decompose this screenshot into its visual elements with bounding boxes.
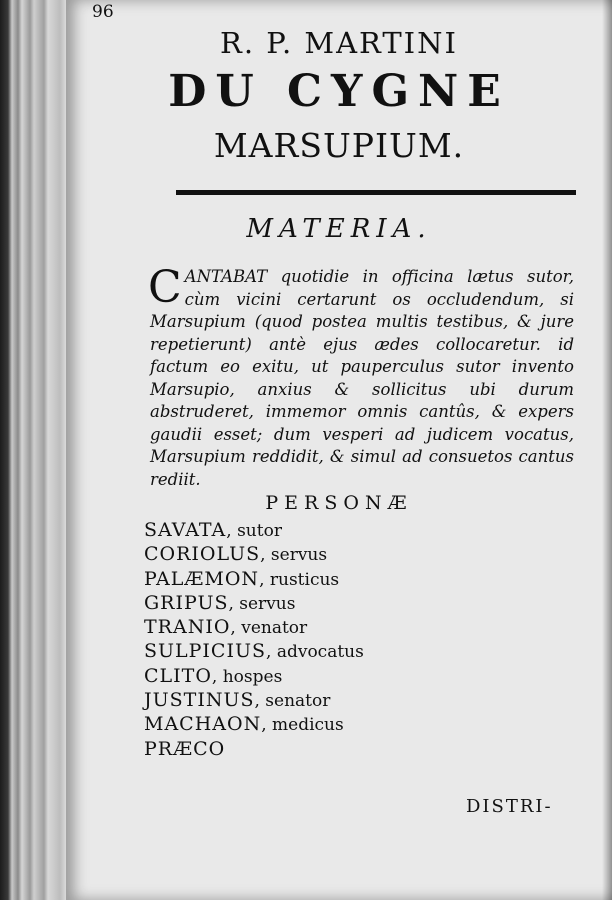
cast-name: TRANIO	[144, 616, 231, 639]
title-author: R. P. MARTINI	[220, 26, 458, 60]
catchword: DISTRI-	[466, 796, 553, 817]
cast-role: , servus	[228, 593, 296, 614]
argument-text: ANTABAT quotidie in officina lætus sutor, cùm vicini certarunt os occludendum, si Marsupium (quod postea multis testibus, & jure repetierunt) antè ejus ædes collocaretur. id factum eo exitu, ut pauperculus sutor invento Marsupio, anxius & sollicitus ubi durum abstruderet, immemor omnis cantûs, & expers gaudii esset; dum vesperi ad judicem vocatus, Marsupium reddidit, & simul ad consuetos cantus rediit.	[150, 267, 574, 489]
cast-name: SAVATA	[144, 519, 227, 541]
cast-name: SULPICIUS	[144, 640, 267, 663]
cast-role: , sutor	[226, 521, 282, 541]
cast-name: GRIPUS	[144, 591, 229, 614]
cast-item	[144, 640, 364, 664]
cast-role: , venator	[230, 618, 308, 639]
cast-role: , hospes	[211, 666, 283, 687]
drop-cap: C	[148, 262, 182, 313]
cast-item	[144, 592, 364, 616]
title-rule	[176, 190, 576, 195]
cast-item	[144, 543, 364, 567]
cast-name: PALÆMON	[144, 567, 260, 590]
cast-name: CORIOLUS	[144, 543, 261, 566]
cast-name: CLITO	[144, 664, 212, 687]
cast-item	[144, 738, 364, 762]
cast-role: , medicus	[261, 715, 344, 736]
cast-item	[144, 568, 364, 592]
cast-role: , advocatus	[266, 642, 364, 663]
cast-item	[144, 689, 364, 713]
cast-item	[144, 713, 364, 737]
cast-name: JUSTINUS	[144, 689, 255, 712]
argument-paragraph	[148, 262, 574, 491]
cast-role: , servus	[260, 545, 328, 566]
cast-name: MACHAON	[144, 713, 262, 736]
title-work: MARSUPIUM.	[213, 126, 465, 165]
personae-heading: PERSONÆ	[265, 492, 413, 514]
page-number: 96	[92, 2, 114, 22]
cast-item	[144, 665, 364, 689]
materia-heading: MATERIA.	[246, 214, 432, 244]
cast-list	[144, 519, 364, 762]
cast-role: , rusticus	[259, 569, 340, 590]
title-surname: DU CYGNE	[168, 66, 510, 117]
cast-role: , senator	[254, 691, 331, 712]
cast-item	[144, 616, 364, 640]
cast-item	[144, 519, 364, 543]
cast-name: PRÆCO	[144, 737, 226, 760]
